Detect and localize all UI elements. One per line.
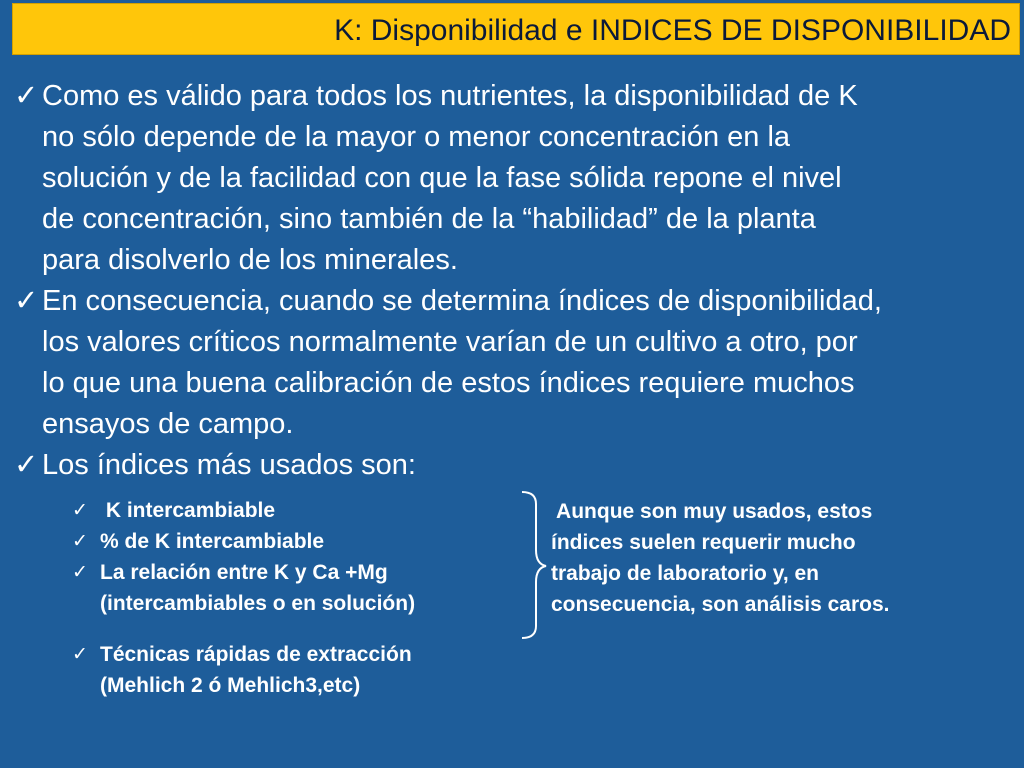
text-line: (Mehlich 2 ó Mehlich3,etc) [100,674,361,697]
text-line: % de K intercambiable [100,530,325,553]
curly-brace-icon [516,490,548,640]
text-line: para disolverlo de los minerales. [42,244,458,276]
text-line: trabajo de laboratorio y, en [551,562,819,585]
indices-list [72,495,532,701]
checkmark-icon: ✓ [14,80,39,112]
text-line: de concentración, sino también de la “habilidad” de la planta [42,203,816,235]
text-line: los valores críticos normalmente varían de un cultivo a otro, por [42,326,858,358]
text-line: K intercambiable [100,499,276,522]
text-line: Como es válido para todos los nutrientes, la disponibilidad de K [42,80,858,112]
text-line: índices suelen requerir mucho [551,531,856,554]
slide-title [334,13,1011,49]
index-item-porcentaje-k [72,526,532,557]
text-line: Técnicas rápidas de extracción [100,643,412,666]
checkmark-icon: ✓ [72,562,88,583]
title-emphasis: INDICES DE DISPONIBILIDAD [590,14,1011,47]
checkmark-icon: ✓ [72,644,88,665]
cost-note [551,496,1011,620]
text-line: (intercambiables o en solución) [100,592,416,615]
checkmark-icon: ✓ [14,449,39,481]
main-bullet-1 [14,76,1014,281]
text-line: no sólo depende de la mayor o menor concentración en la [42,121,791,153]
text-line: lo que una buena calibración de estos índices requiere muchos [42,367,855,399]
index-item-relacion-k-ca-mg [72,557,532,619]
checkmark-icon: ✓ [14,285,39,317]
checkmark-icon: ✓ [72,531,88,552]
main-bullet-3 [14,445,1014,486]
title-prefix: K: Disponibilidad e [334,14,591,47]
text-line: Los índices más usados son: [42,449,416,481]
title-bar [12,3,1020,55]
main-bullet-2 [14,281,1014,445]
index-item-k-intercambiable [72,495,532,526]
text-line: ensayos de campo. [42,408,294,440]
text-line: En consecuencia, cuando se determina índices de disponibilidad, [42,285,882,317]
text-line: Aunque son muy usados, estos [551,500,873,523]
text-line: La relación entre K y Ca +Mg [100,561,388,584]
text-line: solución y de la facilidad con que la fase sólida repone el nivel [42,162,842,194]
main-bullet-list [14,76,1014,486]
text-line: consecuencia, son análisis caros. [551,593,890,616]
checkmark-icon: ✓ [72,500,88,521]
index-item-tecnicas-rapidas [72,639,532,701]
